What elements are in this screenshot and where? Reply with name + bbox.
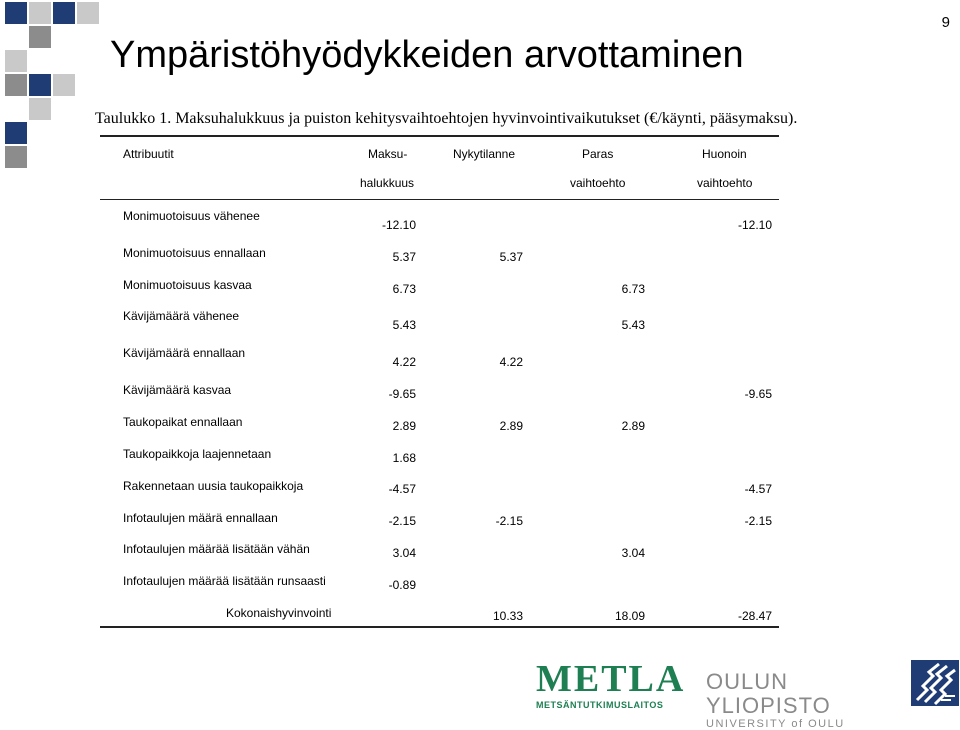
header-best-line1: Paras [582, 147, 614, 161]
row-label: Monimuotoisuus kasvaa [123, 278, 252, 292]
total-best: 18.09 [614, 609, 645, 623]
header-wtp-line2: halukkuus [360, 176, 415, 190]
table-caption: Taulukko 1. Maksuhalukkuus ja puiston kehitysvaihtoehtojen hyvinvointivaikutukset (€/käynti, pääsymaksu). [95, 110, 798, 127]
cell-wtp: 3.04 [392, 546, 416, 560]
cell-wtp: -2.15 [388, 514, 416, 528]
cell-wtp: -4.57 [388, 482, 416, 496]
decor-square [5, 74, 27, 96]
cell-current: 2.89 [499, 419, 523, 433]
cell-current: 4.22 [499, 355, 523, 369]
header-rule [100, 199, 779, 200]
header-best-line2: vaihtoehto [570, 176, 626, 190]
row-label: Monimuotoisuus vähenee [123, 209, 260, 223]
decor-square [5, 50, 27, 72]
row-label: Infotaulujen määrää lisätään vähän [123, 542, 310, 556]
decor-square [29, 26, 51, 48]
table-bottom-rule [100, 626, 779, 628]
cell-wtp: 5.37 [392, 250, 416, 264]
row-label: Kävijämäärä vähenee [123, 309, 240, 323]
header-attributes: Attribuutit [123, 147, 174, 161]
cell-wtp: 1.68 [392, 451, 416, 465]
cell-wtp: 6.73 [392, 282, 416, 296]
metla-subtitle: METSÄNTUTKIMUSLAITOS [536, 700, 664, 710]
cell-best: 3.04 [621, 546, 645, 560]
oulu-subtitle: UNIVERSITY of OULU [706, 718, 845, 730]
decor-square [53, 2, 75, 24]
cell-wtp: -0.89 [388, 578, 416, 592]
cell-wtp: 5.43 [392, 318, 416, 332]
decor-square [29, 74, 51, 96]
cell-worst: -12.10 [737, 218, 772, 232]
slide-title: Ympäristöhyödykkeiden arvottaminen [110, 34, 744, 76]
row-label: Infotaulujen määrä ennallaan [123, 511, 278, 525]
cell-current: 5.37 [499, 250, 523, 264]
header-current: Nykytilanne [453, 147, 516, 161]
cell-worst: -4.57 [744, 482, 772, 496]
cell-worst: -2.15 [744, 514, 772, 528]
oulu-logo [706, 670, 906, 730]
cell-best: 2.89 [621, 419, 645, 433]
university-emblem-icon [911, 660, 959, 706]
cell-current: -2.15 [495, 514, 523, 528]
header-wtp-line1: Maksu- [368, 147, 408, 161]
row-label: Infotaulujen määrää lisätään runsaasti [123, 574, 326, 588]
decor-square [53, 74, 75, 96]
row-label: Taukopaikkoja laajennetaan [123, 447, 272, 461]
metla-wordmark: METLA [536, 658, 686, 700]
row-label: Kävijämäärä ennallaan [123, 346, 246, 360]
cell-best: 6.73 [621, 282, 645, 296]
cell-best: 5.43 [621, 318, 645, 332]
table-top-rule [100, 135, 779, 137]
cell-wtp: -9.65 [388, 387, 416, 401]
slide-number: 9 [941, 14, 950, 31]
decor-square [77, 2, 99, 24]
decor-square [29, 98, 51, 120]
row-label: Kävijämäärä kasvaa [123, 383, 232, 397]
metla-logo [536, 660, 686, 710]
row-label: Taukopaikat ennallaan [123, 415, 243, 429]
cell-wtp: 4.22 [392, 355, 416, 369]
header-worst-line1: Huonoin [702, 147, 747, 161]
total-worst: -28.47 [737, 609, 772, 623]
total-current: 10.33 [492, 609, 523, 623]
header-worst-line2: vaihtoehto [697, 176, 753, 190]
total-label: Kokonaishyvinvointi [226, 606, 332, 620]
row-label: Monimuotoisuus ennallaan [123, 246, 266, 260]
decor-square [5, 122, 27, 144]
decor-square [5, 146, 27, 168]
cell-wtp: 2.89 [392, 419, 416, 433]
decor-square [29, 2, 51, 24]
row-label: Rakennetaan uusia taukopaikkoja [123, 479, 304, 493]
decor-square [5, 2, 27, 24]
oulu-wordmark: OULUN YLIOPISTO [706, 669, 831, 718]
cell-wtp: -12.10 [381, 218, 416, 232]
cell-worst: -9.65 [744, 387, 772, 401]
